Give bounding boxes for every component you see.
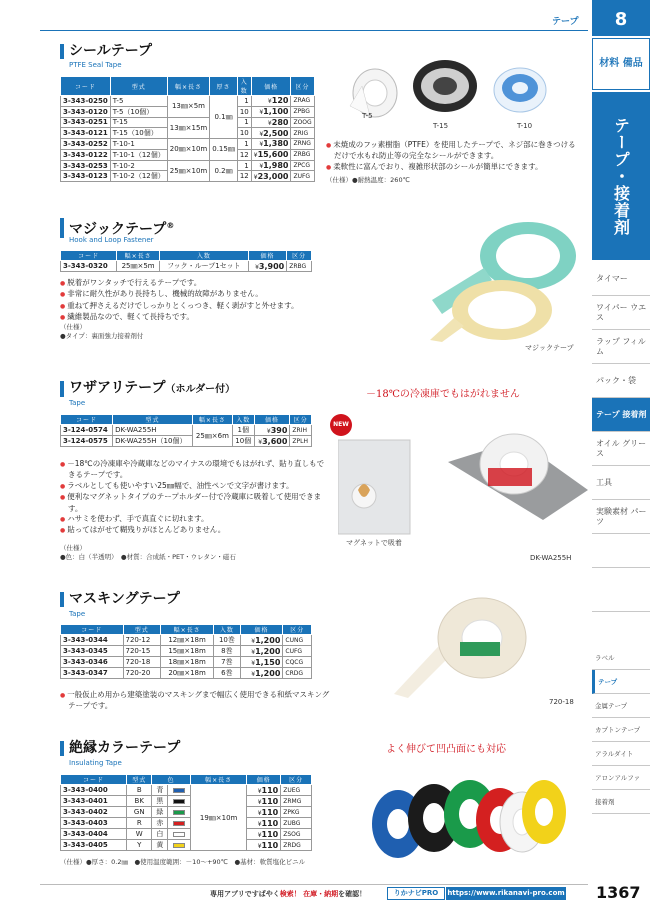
list-item: ● 一般仮止め用から建築塗装のマスキングまで幅広く使用できる和紙マスキングテープです。 xyxy=(60,690,330,712)
table-row: 3-343-0344 720-12 12㎜×18m 10巻 ¥1,200 CUNG xyxy=(61,635,312,646)
list-item: ● ハサミを使わず、手で真直ぐに切れます。 xyxy=(60,514,330,525)
col-size: 幅×長さ xyxy=(167,77,210,96)
magic-spec-table: コード 幅×長さ 入数 価格 区分 3-343-0320 25㎜×5m フック・ループ1セット ¥3,900 ZRBG xyxy=(60,250,312,272)
list-item: ● 柔軟性に富んでおり、複雑形状部のシールが簡単にできます。 xyxy=(326,162,582,173)
table-row: 3-343-0404 W 白 ¥110 ZSOG xyxy=(61,829,312,840)
table-row: 3-124-0574 DK-WA255H 25㎜×6m 1個 ¥390 ZRIH xyxy=(61,425,312,436)
list-item: ● 非常に耐久性があり長持ちし、機械的故障がありません。 xyxy=(60,289,330,300)
seal-spec-table xyxy=(60,76,315,182)
footer-app-promo: 専用アプリですばやく検索！ 在庫・納期を確認！ xyxy=(210,890,367,898)
caption-t10: T-10 xyxy=(517,122,533,130)
fridge-door-image xyxy=(338,440,410,534)
col-model: 型式 xyxy=(110,77,167,96)
caption-t5: T-5 xyxy=(362,112,373,120)
waza-title: ワザアリテープ（ホルダー付） xyxy=(60,381,235,397)
insul-headline: よく伸びて凹凸面にも対応 xyxy=(386,744,506,755)
cream-roll-image xyxy=(430,280,552,342)
sidebar-index xyxy=(592,262,650,612)
list-item: ● 重ねて押さえるだけでしっかりとくっつき、軽く剥がすと外せます。 xyxy=(60,301,330,312)
yellow-roll-image xyxy=(522,780,566,844)
new-badge: NEW xyxy=(330,414,352,436)
insul-spec-table: コード 型式 色 幅×長さ 価格 区分 3-343-0400 B 青 19㎜×10m ¥110 ZUEG 3-343-0401 BK 黒 ¥110 ZRMG 3-343-0402 GN 緑 ¥110 ZPKG 3-343-0403 R 赤 ¥110 ZUBG 3-343-0404 W 白 ¥110 ZSOG 3-343-0405 Y 黄 ¥110 ZRDG xyxy=(60,774,312,851)
page-number: 1367 xyxy=(596,883,641,902)
sidebar-item-bag[interactable]: パック・袋 xyxy=(592,364,650,398)
color-swatch xyxy=(173,821,185,826)
list-item: ● 未焼成のフッ素樹脂（PTFE）を使用したテープで、ネジ部に巻きつけるだけで水もれ防止等の完全なシールができます。 xyxy=(326,140,582,162)
list-item: ● 貼ってはがせて糊残りがほとんどありません。 xyxy=(60,525,330,536)
waza-spec-note: ●色：白（半透明） ●材質：合成紙・PET・ウレタン・磁石 xyxy=(60,553,236,561)
sidebar-sub-index xyxy=(592,646,650,814)
t10-roll-image xyxy=(494,68,546,112)
footer-url-link[interactable]: https://www.rikanavi-pro.com xyxy=(446,887,566,900)
table-row: 3-343-0250 T-5 13㎜×5m 0.1㎜ 1 ¥120 ZRAG xyxy=(61,96,315,107)
col-thickness: 厚さ xyxy=(210,77,238,96)
table-row: 3-343-0405 Y 黄 ¥110 ZRDG xyxy=(61,840,312,851)
masking-spec-table: コード 型式 幅×長さ 入数 価格 区分 3-343-0344 720-12 12㎜×18m 10巻 ¥1,200 CUNG 3-343-0345 720-15 15㎜×18m 8巻 ¥1,200 CUFG 3-343-0346 720-18 18㎜×18m 7巻 ¥1,150 CQCG 3-343-0347 720-20 20㎜×18m 6巻 ¥1,200 CRDG xyxy=(60,624,312,679)
table-row: 3-343-0320 25㎜×5m フック・ループ1セット ¥3,900 ZRBG xyxy=(61,261,312,272)
magic-title: マジックテープ® xyxy=(60,218,174,238)
chapter-number: 8 xyxy=(592,0,650,36)
magic-subtitle: Hook and Loop Fastener xyxy=(69,236,154,244)
sidebar-item-wiper[interactable]: ワイパー ウエス xyxy=(592,296,650,330)
seal-title: シールテープ xyxy=(60,44,152,59)
waza-tape-image xyxy=(338,420,588,540)
footer-rule xyxy=(40,884,588,885)
masking-title: マスキングテープ xyxy=(60,592,180,607)
magic-spec-note: ●タイプ：裏面強力接着剤付 xyxy=(60,332,144,340)
col-class: 区分 xyxy=(291,77,314,96)
sidebar-item-tools[interactable]: 工具 xyxy=(592,466,650,500)
color-swatch xyxy=(173,788,185,793)
magic-tape-image xyxy=(420,214,590,344)
col-price: 価格 xyxy=(251,77,291,96)
masking-subtitle: Tape xyxy=(69,610,86,618)
sub-item-adhesive[interactable]: 接着剤 xyxy=(592,790,650,814)
header-rule xyxy=(40,30,588,31)
color-swatch xyxy=(173,832,185,837)
sub-item-kapton[interactable]: カプトンテープ xyxy=(592,718,650,742)
list-item: ● 脱着がワンタッチで行えるテープです。 xyxy=(60,278,330,289)
seal-spec-note: （仕様）●耐熱温度：260℃ xyxy=(326,176,410,184)
sidebar-tile-materials[interactable]: 材料 備品 xyxy=(592,38,650,90)
table-row: 3-343-0120 T-5（10個） 10 ¥1,100 ZPBG xyxy=(61,106,315,117)
sub-item-metal-tape[interactable]: 金属テープ xyxy=(592,694,650,718)
color-swatch xyxy=(173,799,185,804)
caption-waza-model: DK-WA255H xyxy=(530,554,572,562)
insul-spec-note: （仕様）●厚さ：0.2㎜ ●使用温度範囲：－10～+90℃ ●基材：軟質塩化ビニル xyxy=(60,858,306,866)
waza-spec-label: （仕様） xyxy=(60,544,86,552)
masking-roll-image xyxy=(394,598,526,698)
color-swatch xyxy=(173,843,185,848)
waza-subtitle: Tape xyxy=(69,399,86,407)
tape-roll-image xyxy=(448,434,588,520)
sidebar-item-parts[interactable]: 実験素材 パーツ xyxy=(592,500,650,534)
table-row: 3-343-0403 R 赤 ¥110 ZUBG xyxy=(61,818,312,829)
masking-tape-image xyxy=(390,594,580,698)
sub-item-araldite[interactable]: アラルダイト xyxy=(592,742,650,766)
insul-subtitle: Insulating Tape xyxy=(69,759,122,767)
masking-caption: 720-18 xyxy=(549,698,574,706)
sidebar-item-wrap[interactable]: ラップ フィルム xyxy=(592,330,650,364)
header-category: テープ xyxy=(552,17,579,27)
t5-roll-image xyxy=(350,69,397,117)
insul-title: 絶縁カラーテープ xyxy=(60,741,180,756)
color-swatch xyxy=(173,810,185,815)
sidebar-item-oil[interactable]: オイル グリース xyxy=(592,432,650,466)
sidebar-item-tape[interactable]: テープ 接着剤 xyxy=(592,398,650,432)
rikanavi-logo[interactable]: りかナビPRO xyxy=(387,887,445,900)
list-item: ● －18℃の冷凍庫や冷蔵庫などのマイナスの環境でもはがれず、貼り直しもできるテープです。 xyxy=(60,459,330,481)
waza-features xyxy=(60,459,330,537)
waza-headline: －18℃の冷凍庫でもはがれません xyxy=(366,389,520,400)
caption-t15: T-15 xyxy=(433,122,449,130)
table-row: 3-343-0121 T-15（10個） 10 ¥2,500 ZRIG xyxy=(61,128,315,139)
list-item: ● 繊維製品なので、軽くて長持ちです。 xyxy=(60,312,330,323)
sub-item-aron-alpha[interactable]: アロンアルファ xyxy=(592,766,650,790)
table-row: 3-124-0575 DK-WA255H（10個） 10個 ¥3,600 ZPLH xyxy=(61,436,312,447)
table-row: 3-343-0123 T-10-2（12個） 12 ¥23,000 ZUFG xyxy=(61,171,315,182)
table-row: 3-343-0251 T-15 13㎜×15m 1 ¥280 ZOOG xyxy=(61,117,315,128)
caption-magnet: マグネットで吸着 xyxy=(346,539,402,547)
seal-subtitle: PTFE Seal Tape xyxy=(69,61,122,69)
masking-features xyxy=(60,690,330,712)
col-code: コード xyxy=(61,77,111,96)
insul-tape-image xyxy=(368,764,568,864)
magic-features xyxy=(60,278,330,324)
table-row: 3-343-0347 720-20 20㎜×18m 6巻 ¥1,200 CRDG xyxy=(61,668,312,679)
table-row: 3-343-0402 GN 緑 ¥110 ZPKG xyxy=(61,807,312,818)
table-row: 3-343-0253 T-10-2 25㎜×10m 0.2㎜ 1 ¥1,980 ZPCG xyxy=(61,160,315,171)
t15-roll-image xyxy=(413,60,477,112)
waza-spec-table: コード 型式 幅×長さ 入数 価格 区分 3-124-0574 DK-WA255H 25㎜×6m 1個 ¥390 ZRIH 3-124-0575 DK-WA255H（10個） 10個 ¥3,600 ZPLH xyxy=(60,414,312,447)
list-item: ● ラベルとしても使いやすい25㎜幅で、油性ペンで文字が書けます。 xyxy=(60,481,330,492)
table-row: 3-343-0122 T-10-1（12個） 12 ¥15,600 ZRBG xyxy=(61,149,315,160)
col-qty: 入数 xyxy=(237,77,251,96)
table-row: 3-343-0252 T-10-1 20㎜×10m 0.15㎜ 1 ¥1,380 ZRNG xyxy=(61,139,315,150)
sub-item-label[interactable]: ラベル xyxy=(592,646,650,670)
table-row: 3-343-0345 720-15 15㎜×18m 8巻 ¥1,200 CUFG xyxy=(61,646,312,657)
table-row: 3-343-0400 B 青 19㎜×10m ¥110 ZUEG xyxy=(61,785,312,796)
seal-features xyxy=(326,140,582,173)
sidebar-item-empty xyxy=(592,568,650,612)
sub-item-tape[interactable]: テープ xyxy=(592,670,650,694)
sidebar-item-empty xyxy=(592,534,650,568)
table-row: 3-343-0401 BK 黒 ¥110 ZRMG xyxy=(61,796,312,807)
magic-spec-label: （仕様） xyxy=(60,323,86,331)
sidebar-item-timer[interactable]: タイマー xyxy=(592,262,650,296)
table-row: 3-343-0346 720-18 18㎜×18m 7巻 ¥1,150 CQCG xyxy=(61,657,312,668)
list-item: ● 便利なマグネットタイプのテープホルダー付で冷蔵庫に吸着して使用できます。 xyxy=(60,492,330,514)
magic-caption: マジックテープ xyxy=(525,344,574,352)
sidebar-main-category: テープ・接着剤 xyxy=(592,92,650,260)
